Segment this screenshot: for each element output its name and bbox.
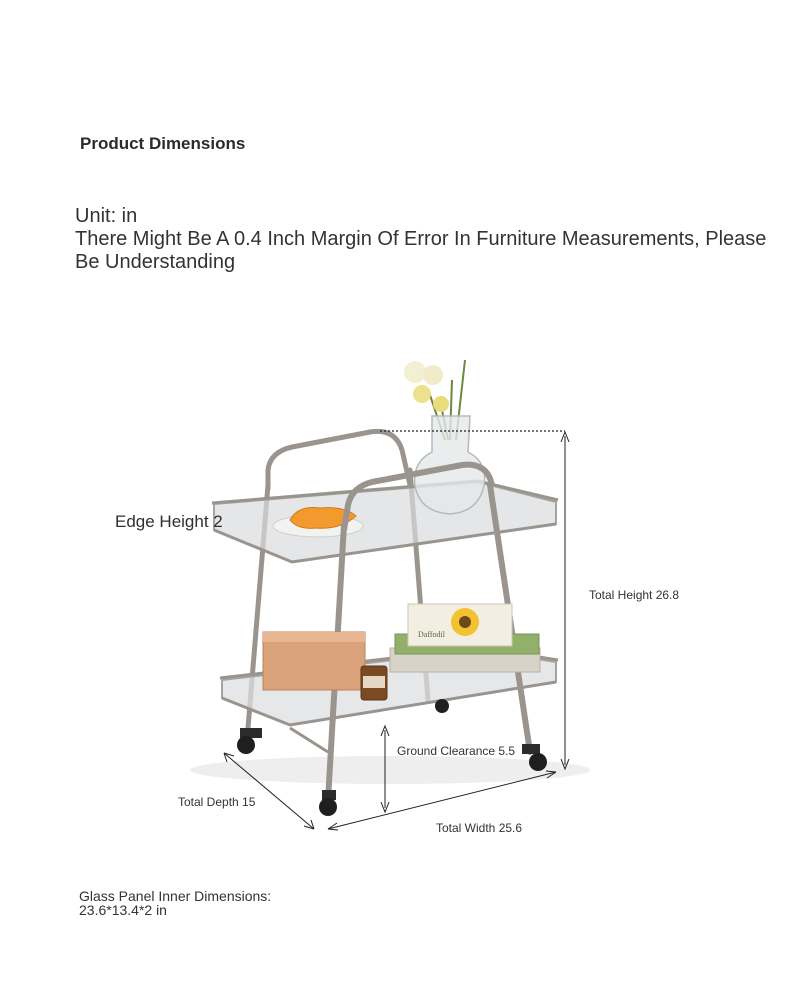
book-cover-text: Daffodil [418,630,445,639]
total-height-label: Total Height 26.8 [589,588,680,602]
flower-bloom [423,365,443,385]
book-sunflower-center [459,616,471,628]
flower-bloom [404,361,426,383]
glass-panel-dimensions [79,889,271,917]
lower-crossbar [290,728,328,752]
flower-bloom [413,385,431,403]
page-title: Product Dimensions [80,134,246,153]
glass-panel-value: 23.6*13.4*2 in [79,902,167,918]
total-width-label: Total Width 25.6 [436,821,523,835]
ground-clearance-label: Ground Clearance 5.5 [397,744,516,758]
wooden-box-top [263,632,365,642]
unit-label: Unit: in [75,205,138,227]
total-depth-label: Total Depth 15 [178,795,256,809]
candle-label [363,676,385,688]
flower-bloom [433,396,449,412]
edge-height-label: Edge Height 2 [115,512,223,531]
glass-panel-label: Glass Panel Inner Dimensions: [79,888,272,904]
measurement-note: There Might Be A 0.4 Inch Margin Of Error In Furniture Measurements, Please Be Understanding [75,228,767,273]
